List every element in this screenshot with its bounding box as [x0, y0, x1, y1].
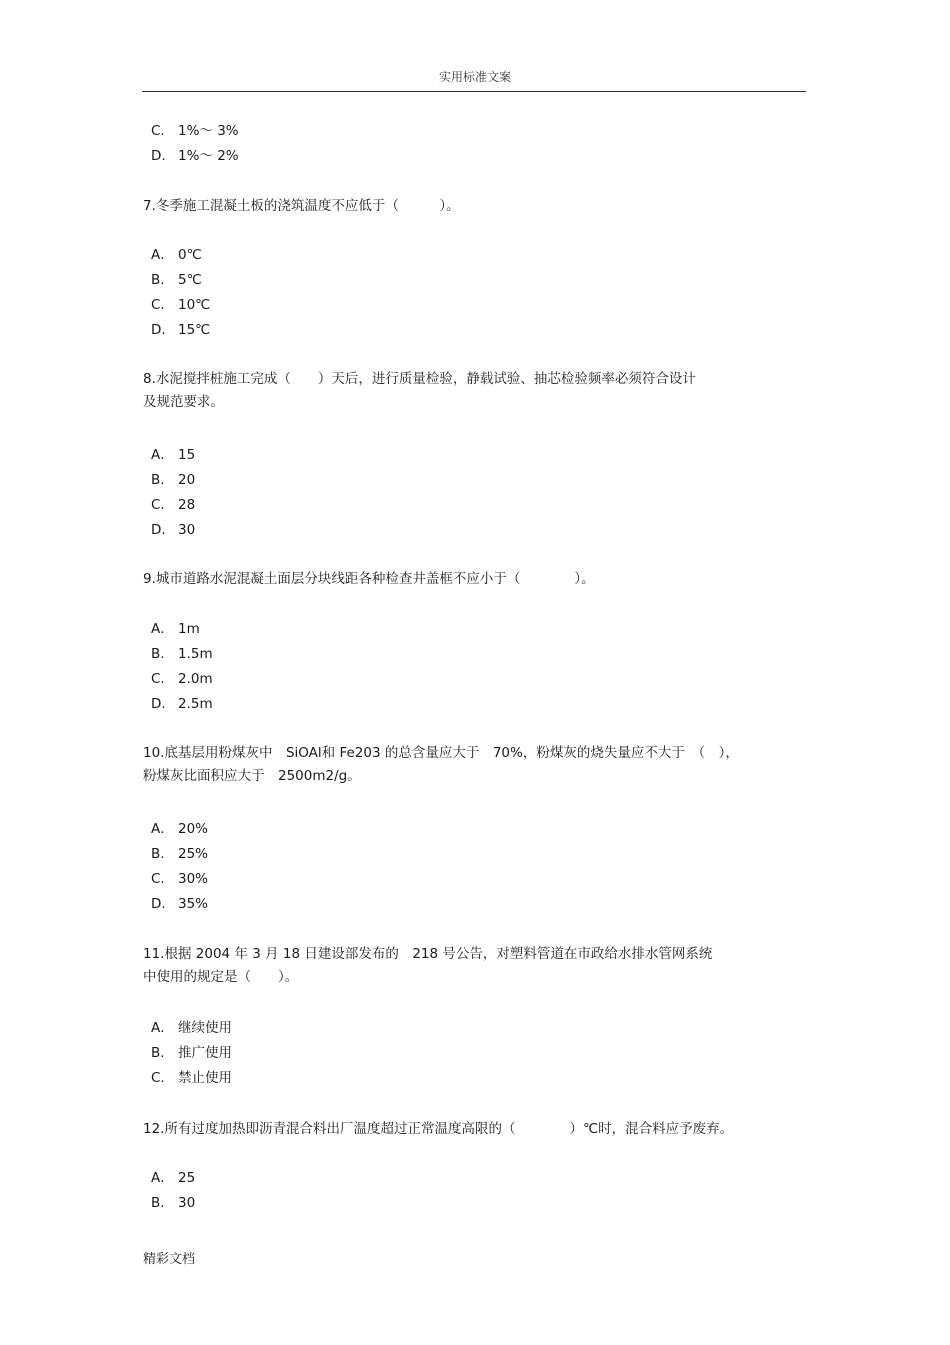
- answer-option: [151, 520, 195, 540]
- option-letter: A．: [151, 621, 174, 637]
- option-letter: C.: [151, 871, 165, 887]
- answer-option: [151, 146, 239, 166]
- option-letter: B.: [151, 1195, 165, 1211]
- answer-option: [151, 1043, 232, 1063]
- answer-option: [151, 1018, 232, 1038]
- option-text: 30%: [178, 871, 209, 887]
- option-letter: D.: [151, 696, 166, 712]
- option-letter: D.: [151, 896, 166, 912]
- page-header: 实用标准文案: [438, 70, 511, 84]
- option-letter: A．: [151, 1170, 174, 1186]
- option-letter: D.: [151, 148, 166, 164]
- page-footer: 精彩文档: [143, 1252, 196, 1267]
- option-text: 2.0m: [178, 671, 213, 687]
- option-letter: D.: [151, 522, 166, 538]
- answer-option: [151, 869, 208, 889]
- question-text: 11.根据 2004 年 3 月 18 日建设部发布的 218 号公告，对塑料管道在市政给水排水管网系统: [143, 946, 713, 962]
- option-letter: D.: [151, 322, 166, 338]
- option-text: 禁止使用: [178, 1070, 232, 1086]
- option-text: 25%: [178, 846, 209, 862]
- question-text: 中使用的规定是（ ）。: [143, 969, 299, 985]
- answer-option: [151, 669, 213, 689]
- answer-option: [151, 320, 210, 340]
- option-text: 0℃: [178, 247, 202, 263]
- answer-option: [151, 445, 195, 465]
- question-text: 粉煤灰比面积应大于 2500m2/g。: [143, 768, 361, 784]
- option-letter: A．: [151, 821, 174, 837]
- option-text: 20: [178, 472, 196, 488]
- option-text: 1%～ 3%: [178, 123, 239, 139]
- option-letter: B.: [151, 1045, 165, 1061]
- answer-option: [151, 819, 208, 839]
- answer-option: [151, 295, 210, 315]
- answer-option: [151, 894, 208, 914]
- option-text: 1m: [178, 621, 200, 637]
- question-text: 12.所有过度加热即沥青混合料出厂温度超过正常温度高限的（ ）℃时，混合料应予废弃。: [143, 1121, 734, 1137]
- option-letter: A．: [151, 1020, 174, 1036]
- option-text: 35%: [178, 896, 209, 912]
- option-text: 25: [178, 1170, 196, 1186]
- option-letter: A．: [151, 447, 174, 463]
- option-text: 15℃: [178, 322, 211, 338]
- option-text: 继续使用: [178, 1020, 232, 1036]
- answer-option: [151, 495, 195, 515]
- option-text: 30: [178, 522, 196, 538]
- option-text: 5℃: [178, 272, 202, 288]
- option-letter: B.: [151, 472, 165, 488]
- answer-option: [151, 470, 195, 490]
- answer-option: [151, 270, 202, 290]
- answer-option: [151, 1068, 232, 1088]
- answer-option: [151, 1168, 195, 1188]
- option-letter: B.: [151, 272, 165, 288]
- question-text: 8.水泥搅拌桩施工完成（ ）天后，进行质量检验，静载试验、抽芯检验频率必须符合设计: [143, 371, 696, 387]
- option-text: 推广使用: [178, 1045, 232, 1061]
- question-text: 7.冬季施工混凝土板的浇筑温度不应低于（ ）。: [143, 198, 460, 214]
- answer-option: [151, 644, 213, 664]
- answer-option: [151, 1193, 195, 1213]
- option-letter: C.: [151, 671, 165, 687]
- option-text: 20%: [178, 821, 209, 837]
- option-text: 2.5m: [178, 696, 213, 712]
- option-letter: B.: [151, 846, 165, 862]
- answer-option: [151, 121, 239, 141]
- option-letter: C.: [151, 297, 165, 313]
- answer-option: [151, 245, 202, 265]
- option-text: 1%～ 2%: [178, 148, 239, 164]
- option-letter: C.: [151, 1070, 165, 1086]
- answer-option: [151, 619, 200, 639]
- answer-option: [151, 694, 213, 714]
- option-text: 28: [178, 497, 196, 513]
- question-text: 9.城市道路水泥混凝土面层分块线距各种检查井盖框不应小于（ ）。: [143, 571, 595, 587]
- option-text: 30: [178, 1195, 196, 1211]
- question-text: 及规范要求。: [143, 394, 224, 410]
- option-letter: C.: [151, 123, 165, 139]
- option-letter: B.: [151, 646, 165, 662]
- option-text: 15: [178, 447, 196, 463]
- answer-option: [151, 844, 208, 864]
- question-text: 10.底基层用粉煤灰中 SiOAl和 Fe203 的总含量应大于 70%，粉煤灰的烧失量应不大于 （ ），: [143, 745, 739, 761]
- option-text: 1.5m: [178, 646, 213, 662]
- option-letter: A．: [151, 247, 174, 263]
- option-text: 10℃: [178, 297, 211, 313]
- option-letter: C.: [151, 497, 165, 513]
